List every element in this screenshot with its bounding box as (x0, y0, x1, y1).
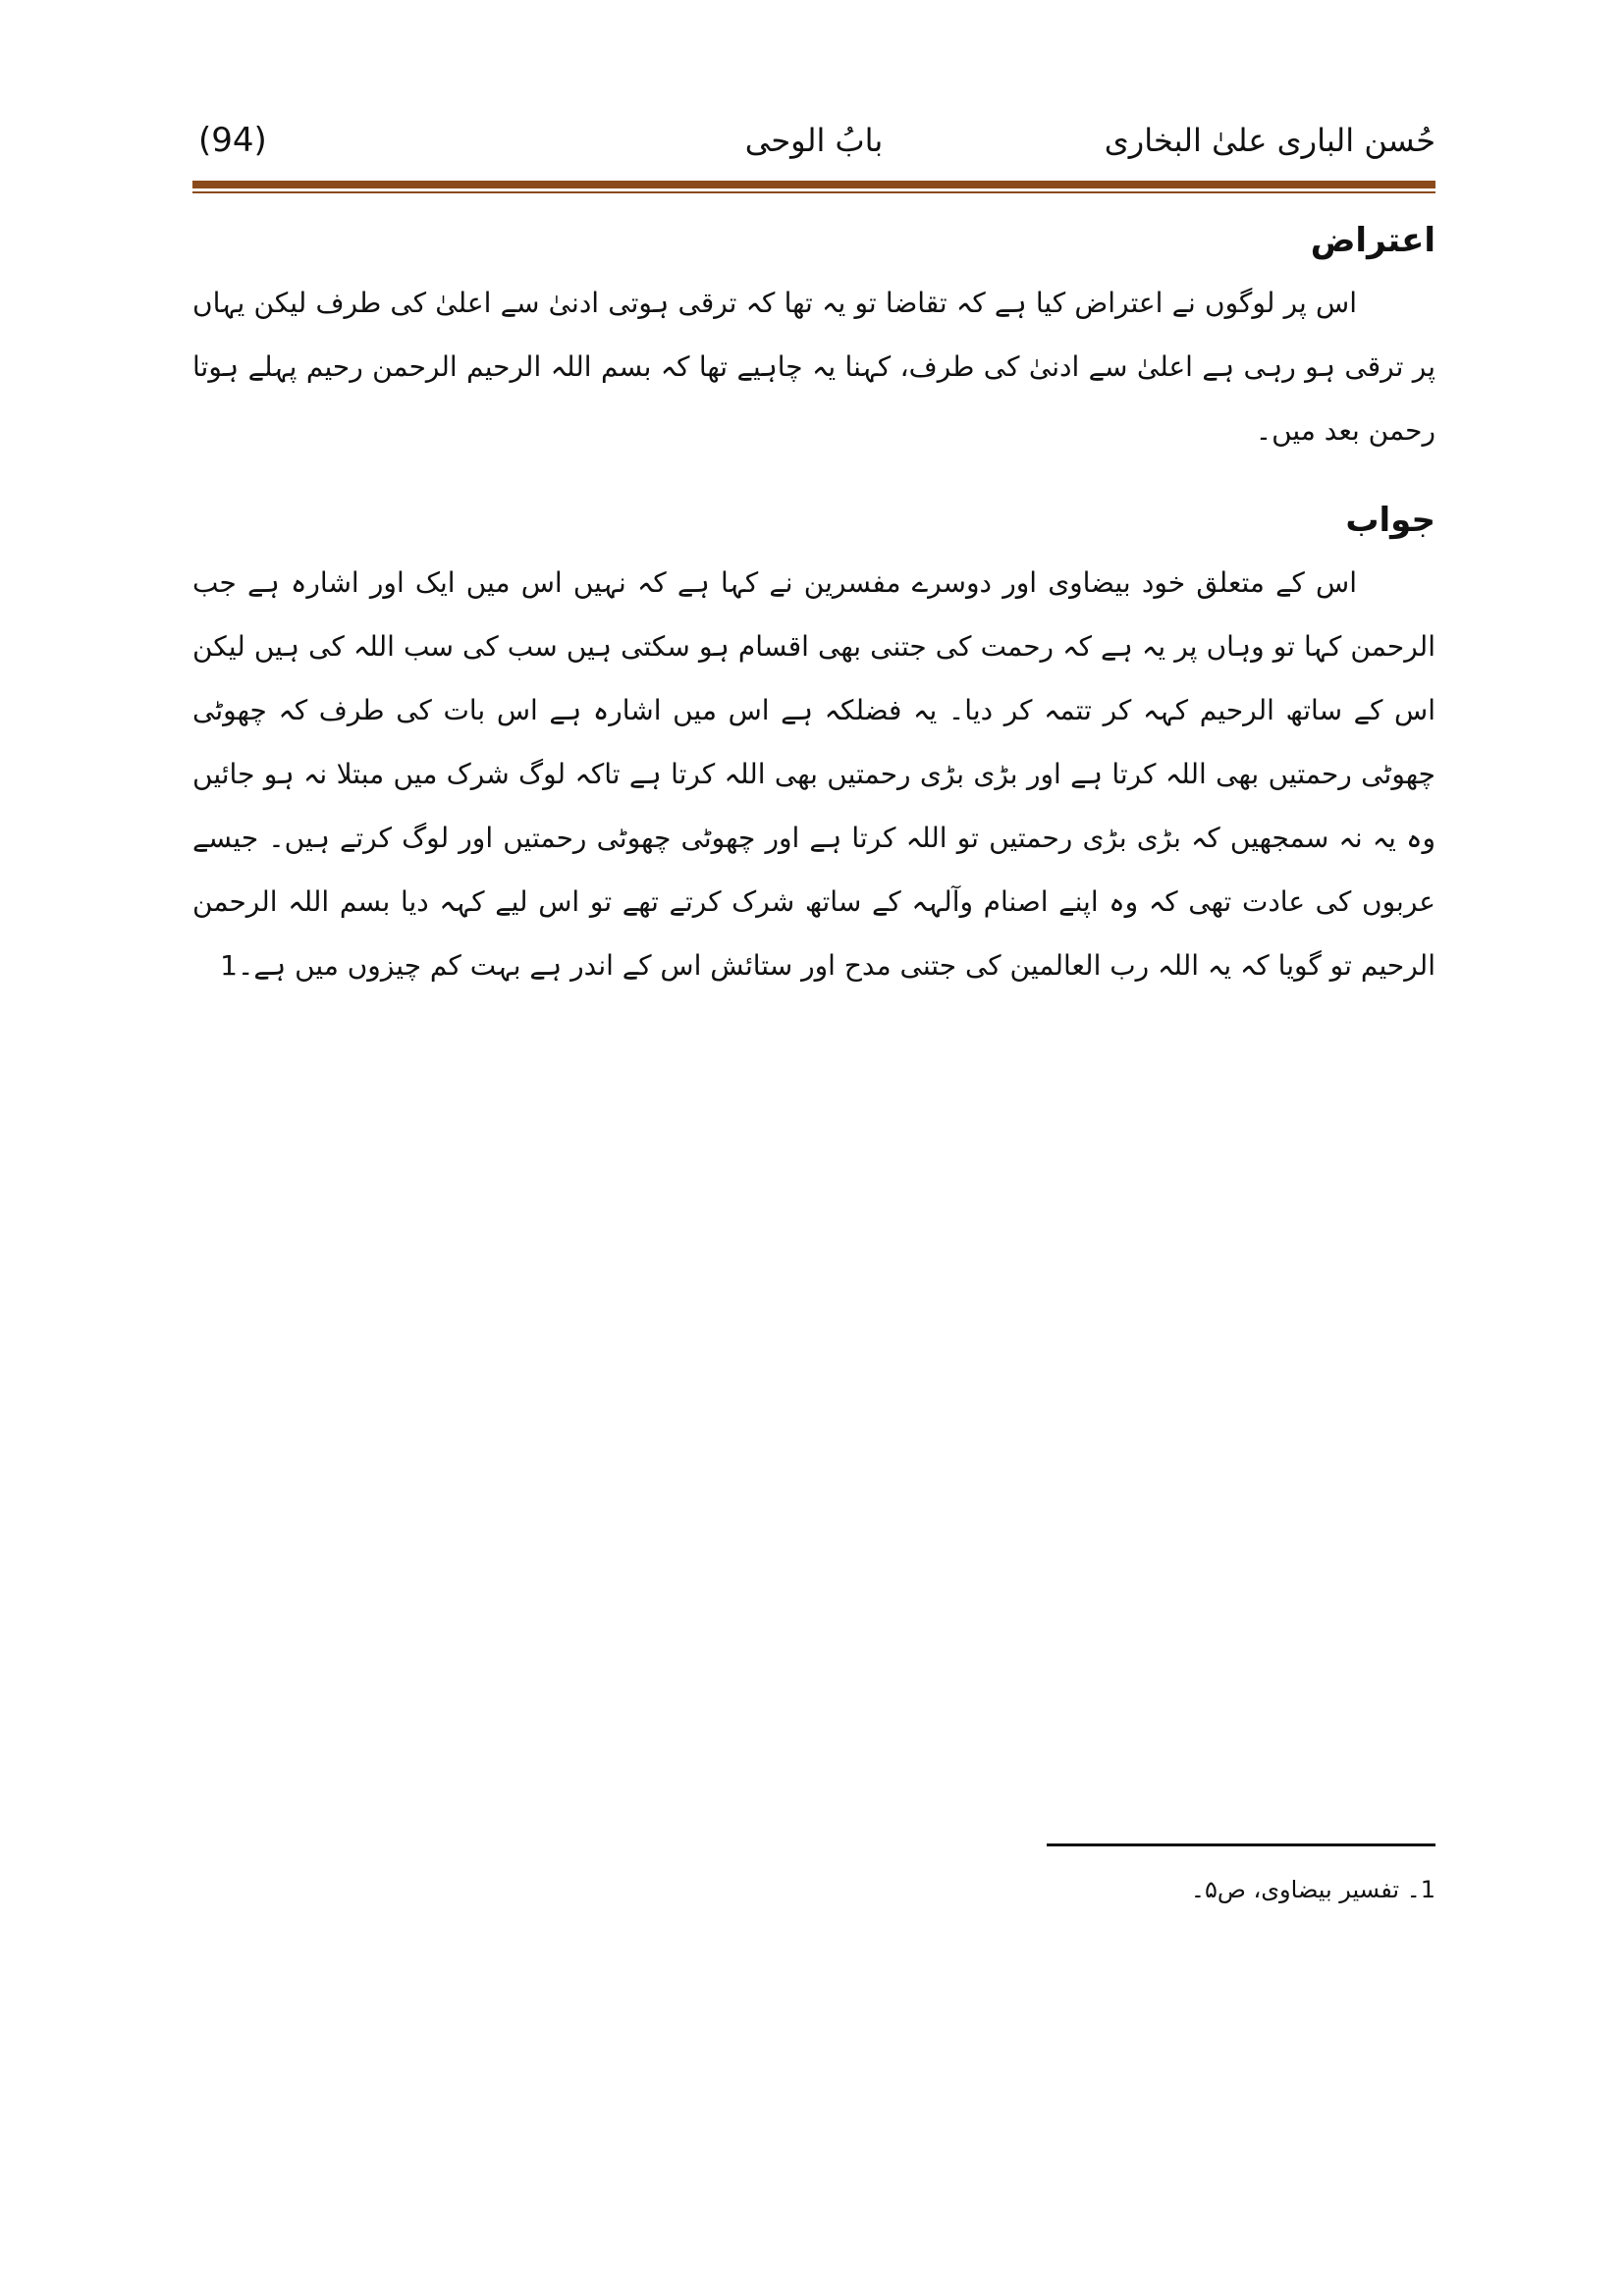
footnote-divider (1047, 1843, 1435, 1846)
section-paragraph-objection: اس پر لوگوں نے اعتراض کیا ہے کہ تقاضا تو یہ تھا کہ ترقی ہوتی ادنیٰ سے اعلیٰ کی طرف لیکن یہاں پر ترقی ہو رہی ہے اعلیٰ سے ادنیٰ کی طرف، کہنا یہ چاہیے تھا کہ بسم اللہ الرحیم الرحمن رحیم پہلے ہوتا رحمن بعد میں۔ (192, 287, 1435, 447)
section-heading-objection: اعتراض (1310, 221, 1435, 260)
header-rule-thin (192, 191, 1435, 193)
book-title: حُسن الباری علیٰ البخاری (1104, 122, 1435, 159)
page-content (192, 210, 1435, 1025)
footnote: 1۔ تفسیر بیضاوی، ص۵۔ (1190, 1876, 1435, 1903)
section-paragraph-answer: اس کے متعلق خود بیضاوی اور دوسرے مفسرین نے کہا ہے کہ نہیں اس میں ایک اور اشارہ ہے جب الرحمن کہا تو وہاں پر یہ ہے کہ رحمت کی جتنی بھی اقسام ہو سکتی ہیں سب کی سب اللہ کی ہیں لیکن اس کے ساتھ الرحیم کہہ کر تتمہ کر دیا۔ یہ فضلکہ ہے اس میں اشارہ ہے اس بات کی طرف کہ چھوٹی چھوٹی رحمتیں بھی اللہ کرتا ہے اور بڑی بڑی رحمتیں بھی اللہ کرتا ہے تاکہ لوگ شرک میں مبتلا نہ ہو جائیں وہ یہ نہ سمجھیں کہ بڑی بڑی رحمتیں تو اللہ کرتا ہے اور چھوٹی چھوٹی رحمتیں اور لوگ کرتے ہیں۔ جیسے عربوں کی عادت تھی کہ وہ اپنے اصنام وآلہہ کے ساتھ شرک کرتے تھے تو اس لیے کہہ دیا بسم اللہ الرحمن الرحیم تو گویا کہ یہ اللہ رب العالمین کی جتنی مدح اور ستائش اس کے اندر ہے بہت کم چیزوں میں ہے۔1 (192, 566, 1435, 982)
section-heading-answer: جواب (1345, 501, 1435, 540)
header-rule-thick (192, 181, 1435, 188)
chapter-title: بابُ الوحی (744, 122, 884, 159)
page-number: (94) (198, 121, 267, 160)
page-header (192, 116, 1435, 175)
